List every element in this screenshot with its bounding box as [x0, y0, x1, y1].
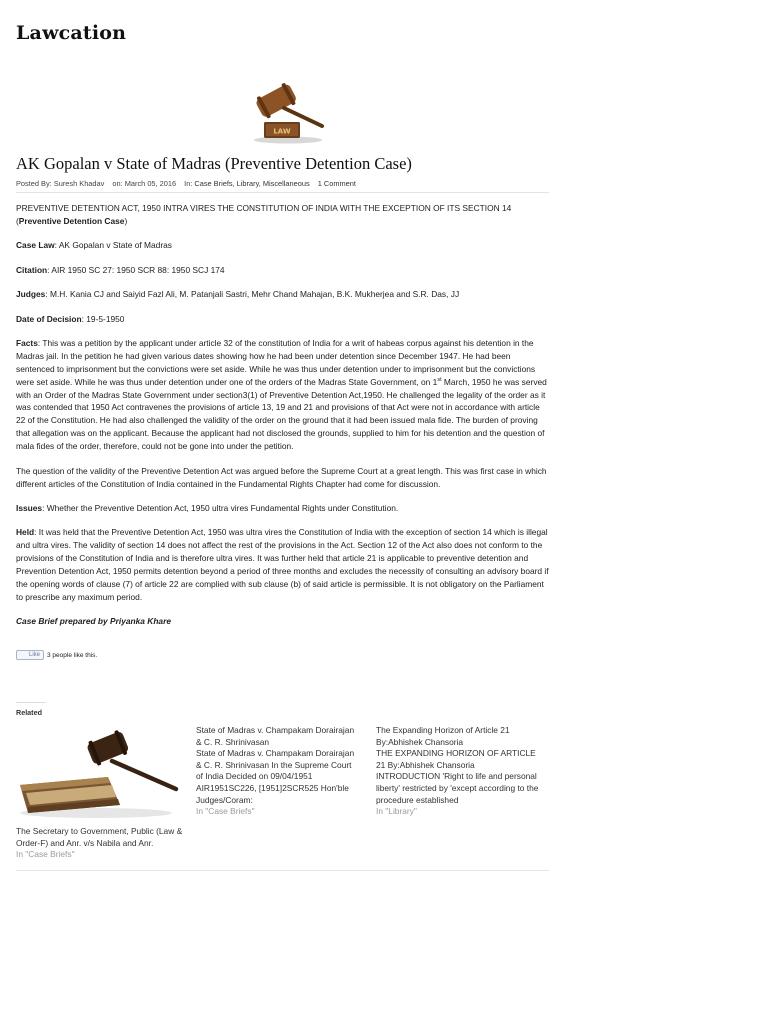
category-links[interactable]: Case Briefs, Library, Miscellaneous: [194, 179, 310, 188]
post-meta: [16, 179, 362, 188]
validity-paragraph: The question of the validity of the Preventive Detention Act was argued before the Supreme Court at a great length. This was first case in which different articles of the Constitution of India contained in the Fundamental Rights Chapter had come for discussion.: [16, 465, 547, 489]
date-of-decision: Date of Decision: 19-5-1950: [16, 313, 125, 324]
related-item-2-excerpt: State of Madras v. Champakam Dorairajan & C. R. Shrinivasan In the Supreme Court of India Decided on 09/04/1951 AIR1951SC226, [1951]2SCR525 Hon'ble Judges/Coram:: [196, 748, 355, 805]
held: Held: It was held that the Preventive Detention Act, 1950 was ultra vires the Constitution of India with the exception of section 14 which is illegal and ultra vires. The validity of section 14 does not affect the rest of the provisions in the Act. Section 12 of the Act also does not conform to the provisions of the Constitution of India and is therefore ultra vires. It was further held that article 21 is applicable to preventive detention and Prevention Detention Act, 1950 permits detention beyond a period of three months and excludes the necessity of consulting an advisory board if the opening words of clause (7) of article 22 are complied with sub clause (b) of said article is permissible. It is not obligatory on the Parliament to prescribe any maximum period.: [16, 527, 549, 602]
site-title[interactable]: Lawcation: [16, 22, 127, 44]
like-button-label: Like: [28, 652, 40, 658]
related-thumbnail-gavel-book[interactable]: [16, 727, 180, 821]
related-item-1-title[interactable]: The Secretary to Government, Public (Law & Order-F) and Anr. v/s Nabila and Anr.: [16, 826, 183, 848]
post-date: on: March 05, 2016: [112, 179, 177, 188]
intro-paragraph: PREVENTIVE DETENTION ACT, 1950 INTRA VIRES THE CONSTITUTION OF INDIA WITH THE EXCEPTION OF ITS SECTION 14 (Preventive Detention Case): [16, 203, 512, 226]
related-item-2-title[interactable]: State of Madras v. Champakam Dorairajan & C. R. Shrinivasan: [196, 725, 355, 747]
issues: Issues: Whether the Preventive Detention Act, 1950 ultra vires Fundamental Rights under Constitution.: [16, 502, 399, 513]
related-divider: [16, 702, 46, 703]
related-item-3-excerpt: THE EXPANDING HORIZON OF ARTICLE 21 By:Abhishek Chansoria INTRODUCTION 'Right to life and personal liberty' restricted by 'except according to the procedure established: [376, 748, 539, 805]
like-count: 3 people like this.: [47, 651, 98, 659]
article-body: [16, 202, 549, 640]
judges: Judges: M.H. Kania CJ and Saiyid Fazl Ali, M. Patanjali Sastri, Mehr Chand Mahajan, B.K. Mukherjea and S.R. Das, JJ: [16, 289, 460, 300]
related-item-2[interactable]: [196, 725, 356, 818]
law-gavel-logo: [248, 82, 328, 144]
posted-by[interactable]: Posted By: Suresh Khadav: [16, 179, 105, 188]
related-heading: Related: [16, 708, 42, 717]
facts: Facts: This was a petition by the applicant under article 32 of the constitution of India for a writ of habeas corpus against his detention in the Madras jail. In the petition he had given various dates showing how he had been under detention since December 1947. He had been sentenced to imprisonment but the convictions were set aside. While he was thus under detention under to imprisonment but the convictions were set aside. While he was thus under detention under one of the orders of the Madras State Government, on 1st March, 1950 he was served with an Order of the Madras State Government under section3(1) of Preventive Detention Act,1950. He challenged the legality of the order as it was contended that 1950 Act contravenes the provisions of article 13, 19 and 21 and provisions of that Act were not in accordance with article 22 of the Constitution. He had also challenged the validity of the order on the ground that it had been issued mala fide. The burden of proving that allegation was on the applicant. Because the applicant had not disclosed the grounds, supplied to him for his detention and the question of mala fides of the order, therefore, could not be gone into under the petition.: [16, 337, 547, 452]
like-row: [16, 650, 97, 660]
related-bottom-divider: [16, 870, 549, 871]
related-item-1[interactable]: [16, 826, 188, 861]
categories: [184, 179, 310, 188]
related-item-3[interactable]: [376, 725, 540, 818]
logo-text: LAW: [273, 127, 291, 136]
related-item-2-category: In "Case Briefs": [196, 806, 255, 817]
related-item-3-title[interactable]: The Expanding Horizon of Article 21 By:Abhishek Chansoria: [376, 725, 510, 747]
meta-divider: [16, 192, 549, 193]
citation: Citation: AIR 1950 SC 27: 1950 SCR 88: 1950 SCJ 174: [16, 264, 225, 275]
case-law: Case Law: AK Gopalan v State of Madras: [16, 240, 172, 251]
related-item-1-category: In "Case Briefs": [16, 849, 75, 860]
related-item-3-category: In "Library": [376, 806, 417, 817]
like-button[interactable]: [16, 650, 44, 660]
comments-link[interactable]: 1 Comment: [317, 179, 356, 188]
credit: Case Brief prepared by Priyanka Khare: [16, 616, 172, 627]
post-title[interactable]: AK Gopalan v State of Madras (Preventive Detention Case): [16, 154, 412, 173]
in-label: In:: [184, 179, 193, 188]
